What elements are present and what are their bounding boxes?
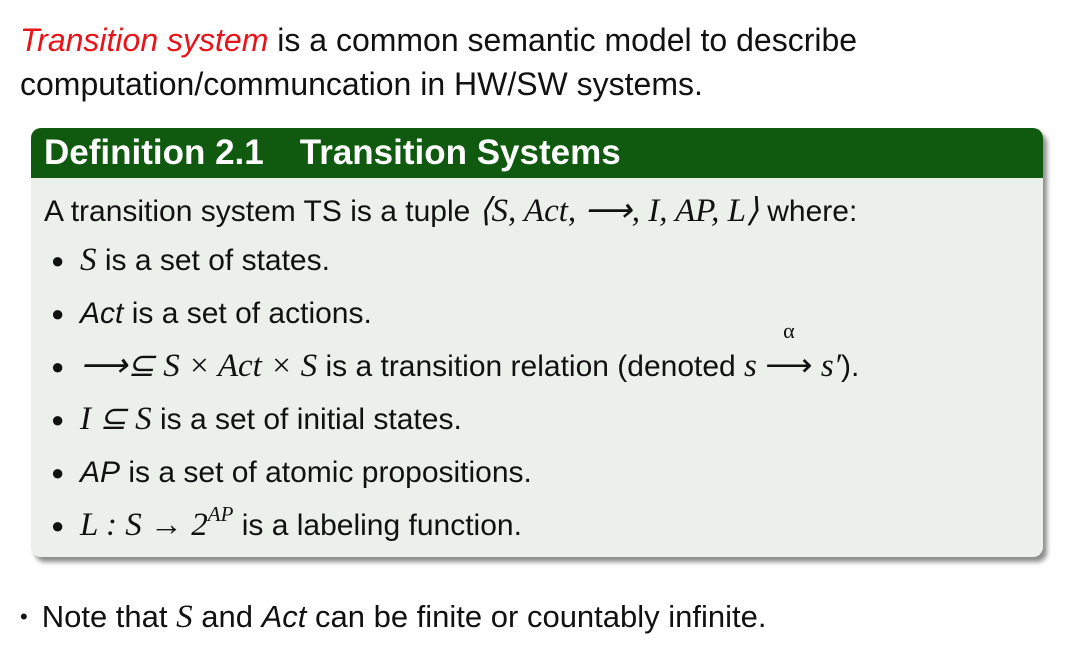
bullet-icon: ●	[51, 460, 65, 485]
lead-text: A transition system TS is a tuple	[44, 195, 471, 228]
definition-title-bar	[31, 128, 1043, 178]
definition-item-list	[44, 234, 1029, 552]
item-math: L : S → 2	[80, 507, 208, 543]
bullet-icon: ●	[51, 301, 65, 326]
item-math: S	[80, 242, 97, 278]
intro-text: is a common semantic model to describe computation/communcation in HW/SW systems.	[20, 22, 858, 102]
labeled-arrow	[765, 318, 813, 393]
item-close: ).	[840, 350, 860, 383]
note-post: can be finite or countably infinite.	[306, 599, 767, 634]
lead-suffix: where:	[758, 195, 858, 228]
list-item	[44, 234, 1029, 287]
item-text: is a transition relation (denoted	[317, 350, 745, 383]
bullet-icon: ●	[51, 407, 65, 432]
denote-target: s′	[820, 348, 841, 384]
item-text: is a set of atomic propositions.	[120, 456, 532, 489]
tuple-math: ⟨S, Act, ⟶, I, AP, L⟩	[478, 193, 759, 229]
list-item	[44, 499, 1029, 552]
definition-block	[31, 128, 1043, 557]
list-item	[44, 287, 1029, 343]
note-pre: Note that	[41, 599, 177, 634]
bullet-icon: •	[20, 604, 28, 629]
definition-lead	[44, 188, 1029, 234]
denote-source: s	[744, 348, 757, 384]
bullet-icon: ●	[51, 513, 65, 538]
note-mid: and	[192, 599, 262, 634]
item-text: is a labeling function.	[233, 509, 522, 542]
note-line	[20, 593, 767, 641]
intro-paragraph	[20, 18, 1060, 106]
note-act: Act	[261, 599, 307, 634]
item-math: ⟶⊆ S × Act × S	[80, 348, 318, 384]
arrow-label: α	[783, 318, 795, 343]
item-math: Act	[80, 297, 124, 330]
definition-title: Transition Systems	[299, 133, 621, 172]
bullet-icon: ●	[51, 248, 65, 273]
item-text: is a set of states.	[96, 244, 330, 277]
item-math: I ⊆ S	[80, 401, 152, 437]
item-text: is a set of actions.	[123, 297, 372, 330]
item-superscript: AP	[207, 502, 234, 526]
list-item	[44, 393, 1029, 446]
definition-body	[31, 178, 1043, 552]
item-math: AP	[80, 456, 121, 489]
intro-term: Transition system	[20, 22, 269, 58]
arrow-glyph: ⟶	[765, 348, 813, 384]
definition-number: Definition 2.1	[44, 133, 264, 172]
note-s: S	[176, 599, 193, 635]
item-text: is a set of initial states.	[151, 403, 462, 436]
list-item	[44, 318, 1029, 393]
bullet-icon: ●	[51, 354, 65, 379]
list-item	[44, 446, 1029, 499]
